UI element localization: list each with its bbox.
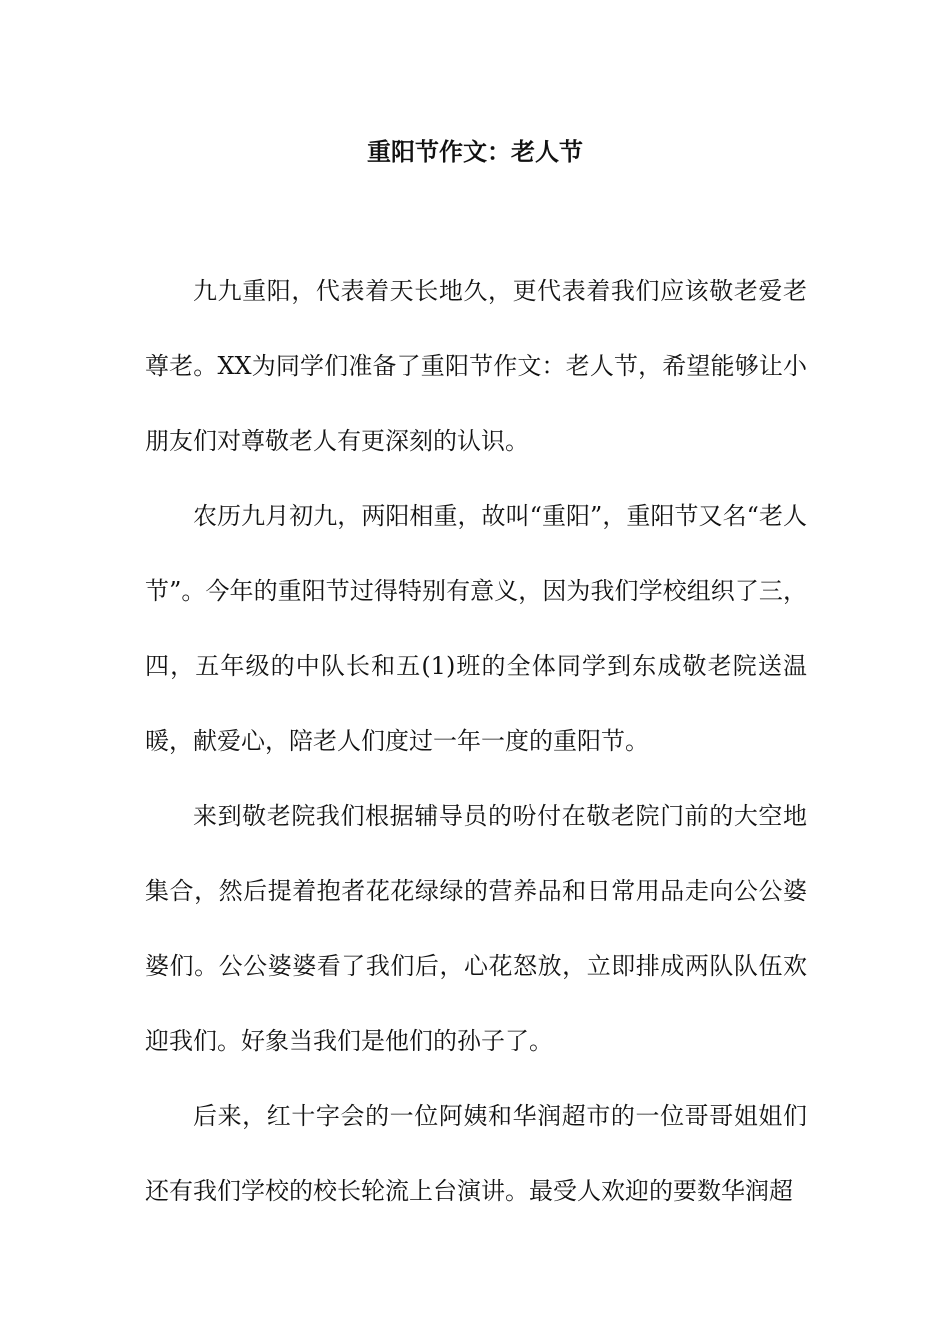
paragraph: 九九重阳，代表着天长地久，更代表着我们应该敬老爱老尊老。XX为同学们准备了重阳节作文：老人节，希望能够让小朋友们对尊敬老人有更深刻的认识。 [145,277,807,455]
paragraph: 农历九月初九，两阳相重，故叫“重阳”，重阳节又名“老人节”。今年的重阳节过得特别有意义，因为我们学校组织了三，四，五年级的中队长和五(1)班的全体同学到东成敬老院送温暖，献爱心，陪老人们度过一年一度的重阳节。 [145,502,807,755]
document-body [145,254,807,1229]
document-title: 重阳节作文：老人节 [367,137,583,166]
paragraph: 来到敬老院我们根据辅导员的吩付在敬老院门前的大空地集合，然后提着抱者花花绿绿的营养品和日常用品走向公公婆婆们。公公婆婆看了我们后，心花怒放，立即排成两队队伍欢迎我们。好象当我们是他们的孙子了。 [145,802,807,1055]
paragraph: 后来，红十字会的一位阿姨和华润超市的一位哥哥姐姐们还有我们学校的校长轮流上台演讲。最受人欢迎的要数华润超 [145,1102,807,1205]
